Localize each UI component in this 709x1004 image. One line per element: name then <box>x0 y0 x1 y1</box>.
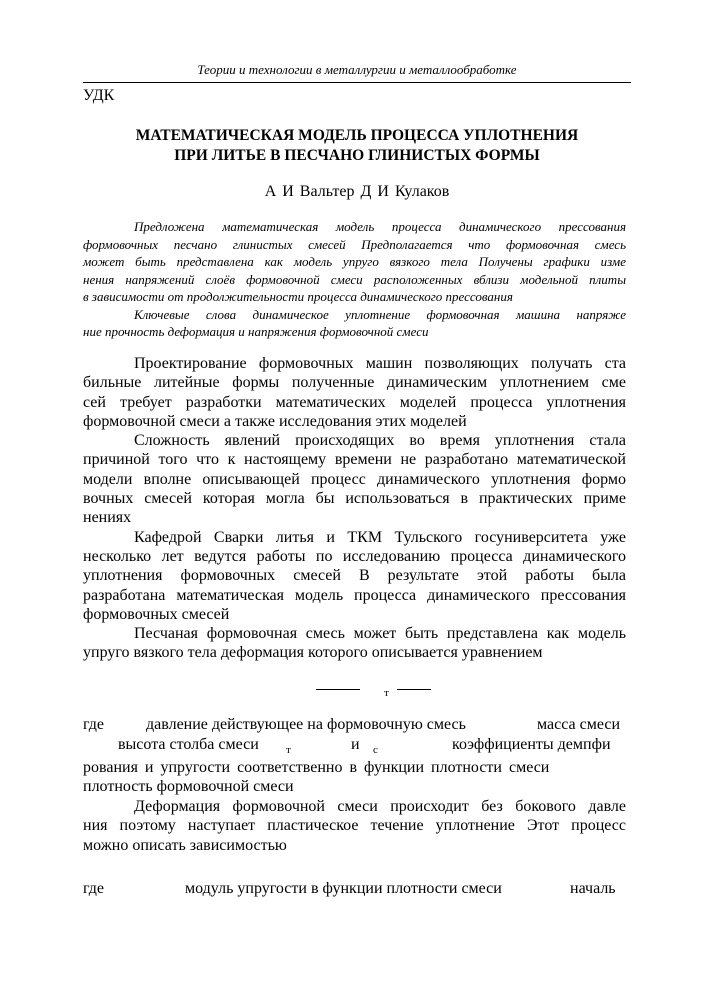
paragraph-line: ния поэтому наступает пластическое течение уплотнение Этот процесс <box>83 817 626 835</box>
paragraph-line: формовочной смеси а также исследования этих моделей <box>83 412 467 430</box>
subscript: с <box>373 744 378 756</box>
paragraph-line: разработана математическая модель процесса динамического прессования <box>83 586 626 604</box>
definition-text: началь <box>570 880 616 897</box>
paragraph-line: причиной того что к настоящему времени не разработано математической <box>83 451 626 469</box>
where-label: где <box>83 716 105 733</box>
authors: А И Вальтер Д И Кулаков <box>264 183 450 200</box>
fraction-bar <box>397 689 431 690</box>
fraction-bar <box>316 689 360 690</box>
definition-text: модуль упругости в функции плотности смеси <box>185 880 502 897</box>
definition-line: плотность формовочной смеси <box>83 778 294 796</box>
paper-title <box>83 126 631 166</box>
definition-text: высота столба смеси <box>118 736 259 753</box>
abstract-line: нения напряжений слоёв формовочной смеси расположенных вблизи модельной плиты <box>83 271 626 287</box>
paragraph-line: сей требует разработки математических моделей процесса уплотнения <box>83 393 626 411</box>
definition-line: рования и упругости соответственно в функции плотности смеси <box>83 759 550 776</box>
paragraph-line: можно описать зависимостью <box>83 836 287 854</box>
definition-continuation <box>83 758 626 797</box>
keywords-line: ние прочность деформация и напряжения формовочной смеси <box>83 324 429 339</box>
paragraph-line: нениях <box>83 509 132 527</box>
paragraph-line: формовочных смесей <box>83 605 230 623</box>
paragraph-line: Кафедрой Сварки литья и ТКМ Тульского госуниверситета уже <box>134 528 626 546</box>
paragraph-line: Деформация формовочной смеси происходит без бокового давле <box>134 798 626 815</box>
conjunction: и <box>351 736 360 753</box>
equation <box>300 683 440 703</box>
paragraph-line: Песчаная формовочная смесь может быть представлена как модель <box>134 625 626 643</box>
where-label: где <box>83 880 105 897</box>
paragraph-line: упруго вязкого тела деформация которого описывается уравнением <box>83 644 543 662</box>
subscript: т <box>286 744 291 756</box>
abstract-line: формовочных песчано глинистых смесей Предполагается что формовочная смесь <box>83 236 626 252</box>
udk-label: УДК <box>83 87 115 104</box>
definition-text: коэффициенты демпфи <box>452 736 611 753</box>
body-text <box>83 354 626 663</box>
definition-text: масса смеси <box>537 716 621 733</box>
paragraph-line: бильные литейные формы полученные динамическим уплотнением сме <box>83 374 626 392</box>
abstract-line: в зависимости от продолжительности процесса динамического прессования <box>83 289 513 304</box>
paragraph-line: несколько лет ведутся работы по исследованию процесса динамического <box>83 547 626 565</box>
equation-subscript: т <box>384 687 389 699</box>
abstract <box>83 218 626 341</box>
abstract-line: Предложена математическая модель процесса динамического прессования <box>134 219 626 234</box>
keywords-line: Ключевые слова динамическое уплотнение формовочная машина напряже <box>134 306 626 322</box>
definition-text: давление действующее на формовочную смесь <box>146 716 466 733</box>
abstract-line: может быть представлена как модель упруго вязкого тела Получены графики изме <box>83 254 626 269</box>
running-header: Теории и технологии в металлургии и металлообработке <box>197 62 517 77</box>
header-rule <box>83 82 631 83</box>
title-line-2: ПРИ ЛИТЬЕ В ПЕСЧАНО ГЛИНИСТЫХ ФОРМЫ <box>174 147 540 164</box>
paragraph-line: вочных смесей которая могла бы использоваться в практических приме <box>83 490 626 508</box>
title-line-1: МАТЕМАТИЧЕСКАЯ МОДЕЛЬ ПРОЦЕССА УПЛОТНЕНИЯ <box>135 127 579 144</box>
paragraph-5 <box>83 797 626 855</box>
paragraph-line: модели вполне описывающей процесс динамического уплотнения формо <box>83 470 626 488</box>
paragraph-line: Сложность явлений происходящих во время уплотнения стала <box>134 432 626 450</box>
paragraph-line: Проектирование формовочных машин позволяющих получать ста <box>134 355 626 372</box>
paragraph-line: уплотнения формовочных смесей В результате этой работы была <box>83 567 626 585</box>
